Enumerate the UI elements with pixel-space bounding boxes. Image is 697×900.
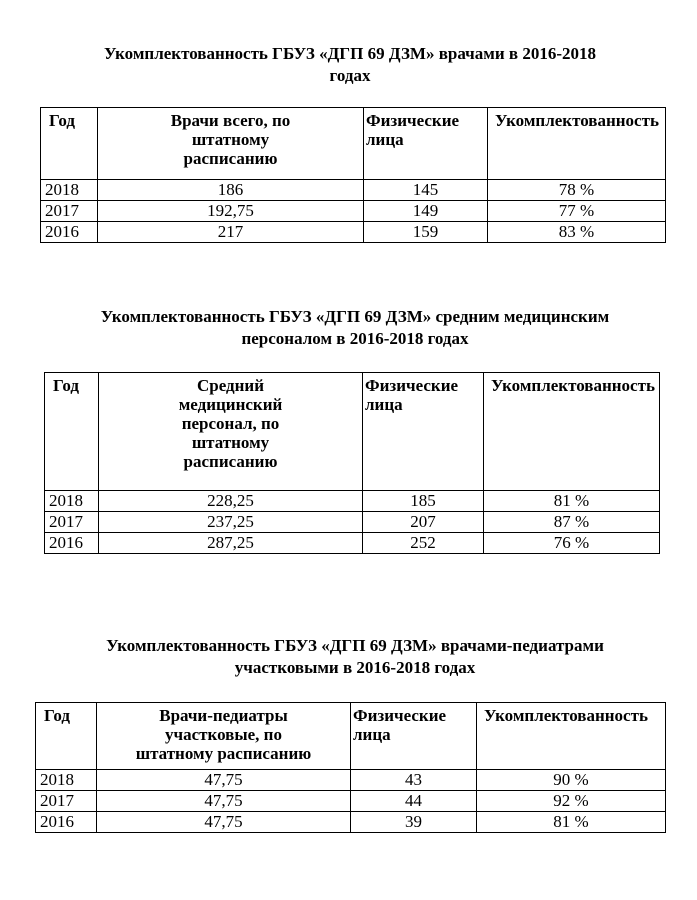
- table-row: [41, 201, 666, 222]
- percent-cell: 76 %: [484, 533, 660, 554]
- table-row: [41, 222, 666, 243]
- table-1-title: Укомплектованность ГБУЗ «ДГП 69 ДЗМ» врачами в 2016-2018 годах: [103, 44, 596, 85]
- individuals-cell: 44: [351, 791, 477, 812]
- year-cell: 2016: [45, 533, 99, 554]
- individuals-cell: 39: [351, 812, 477, 833]
- year-cell: 2018: [36, 770, 97, 791]
- staff-cell: 47,75: [97, 791, 351, 812]
- table-row: [36, 791, 666, 812]
- header-staff-total: Врачи всего, по штатному расписанию: [98, 108, 364, 180]
- header-individuals: Физические лица: [351, 703, 477, 770]
- individuals-cell: 145: [364, 180, 488, 201]
- table-2-header-row: [45, 373, 660, 491]
- header-individuals: Физические лица: [364, 108, 488, 180]
- individuals-cell: 252: [363, 533, 484, 554]
- table-2: [44, 372, 660, 554]
- individuals-cell: 185: [363, 491, 484, 512]
- year-cell: 2018: [41, 180, 98, 201]
- staff-cell: 228,25: [99, 491, 363, 512]
- year-cell: 2018: [45, 491, 99, 512]
- header-staff-total: Врачи-педиатры участковые, по штатному расписанию: [97, 703, 351, 770]
- individuals-cell: 149: [364, 201, 488, 222]
- staff-cell: 237,25: [99, 512, 363, 533]
- year-cell: 2016: [41, 222, 98, 243]
- table-3-header-row: [36, 703, 666, 770]
- staff-cell: 192,75: [98, 201, 364, 222]
- table-row: [45, 512, 660, 533]
- staff-cell: 217: [98, 222, 364, 243]
- staff-cell: 47,75: [97, 770, 351, 791]
- table-1-header-row: [41, 108, 666, 180]
- year-cell: 2017: [45, 512, 99, 533]
- table-3-title: Укомплектованность ГБУЗ «ДГП 69 ДЗМ» врачами-педиатрами участковыми в 2016-2018 годах: [106, 636, 604, 677]
- individuals-cell: 207: [363, 512, 484, 533]
- table-1: [40, 107, 666, 243]
- header-individuals: Физические лица: [363, 373, 484, 491]
- header-year: Год: [45, 373, 99, 491]
- staff-cell: 47,75: [97, 812, 351, 833]
- header-year: Год: [36, 703, 97, 770]
- header-staffing-level: Укомплектованность: [488, 108, 666, 180]
- table-row: [41, 180, 666, 201]
- percent-cell: 78 %: [488, 180, 666, 201]
- header-staffing-level: Укомплектованность: [484, 373, 660, 491]
- year-cell: 2016: [36, 812, 97, 833]
- percent-cell: 90 %: [477, 770, 666, 791]
- percent-cell: 92 %: [477, 791, 666, 812]
- header-year: Год: [41, 108, 98, 180]
- staff-cell: 287,25: [99, 533, 363, 554]
- year-cell: 2017: [41, 201, 98, 222]
- table-row: [36, 770, 666, 791]
- year-cell: 2017: [36, 791, 97, 812]
- table-3: [35, 702, 666, 833]
- percent-cell: 77 %: [488, 201, 666, 222]
- header-staffing-level: Укомплектованность: [477, 703, 666, 770]
- table-row: [45, 533, 660, 554]
- table-row: [45, 491, 660, 512]
- percent-cell: 81 %: [484, 491, 660, 512]
- percent-cell: 81 %: [477, 812, 666, 833]
- table-row: [36, 812, 666, 833]
- header-staff-total: Средний медицинский персонал, по штатному расписанию: [99, 373, 363, 491]
- staff-cell: 186: [98, 180, 364, 201]
- table-2-title: Укомплектованность ГБУЗ «ДГП 69 ДЗМ» средним медицинским персоналом в 2016-2018 годах: [100, 307, 610, 348]
- percent-cell: 87 %: [484, 512, 660, 533]
- individuals-cell: 43: [351, 770, 477, 791]
- individuals-cell: 159: [364, 222, 488, 243]
- percent-cell: 83 %: [488, 222, 666, 243]
